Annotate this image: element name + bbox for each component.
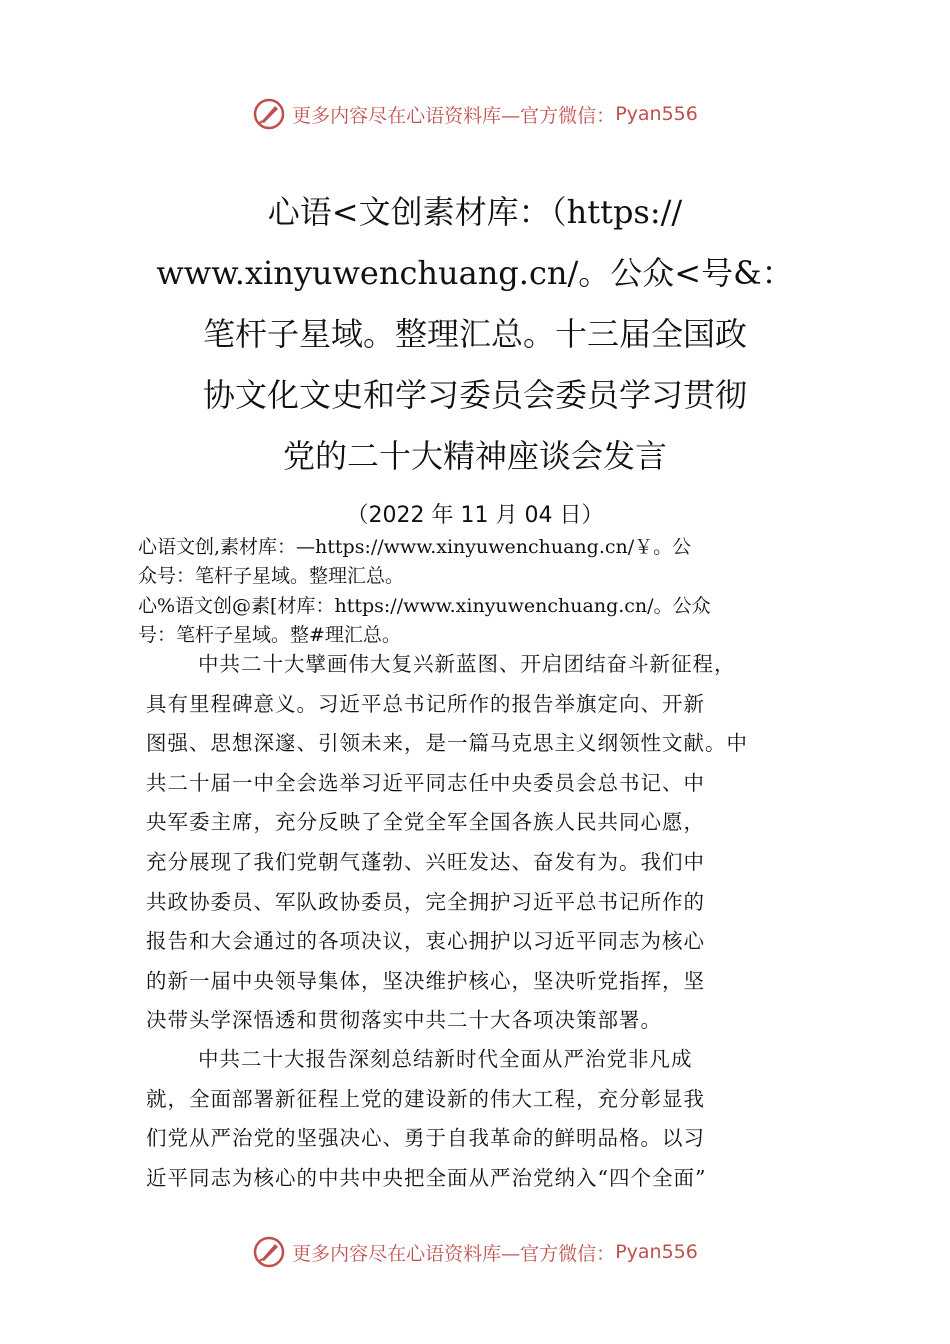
paragraph-line: 中共二十大报告深刻总结新时代全面从严治党非凡成 — [198, 1047, 693, 1071]
paragraph-line: 就，全面部署新征程上党的建设新的伟大工程，充分彰显我 — [146, 1086, 705, 1111]
paragraph-2 — [146, 1040, 826, 1198]
watermark-line: 号：笔杆子星域。整#理汇总。 — [138, 624, 401, 646]
banner-wechat-label: 官方微信： — [520, 1242, 616, 1265]
paragraph-line: 共政协委员、军队政协委员，完全拥护习近平总书记所作的 — [146, 889, 705, 914]
footer-banner — [0, 1232, 950, 1272]
paragraph-line: 报告和大会通过的各项决议，衷心拥护以习近平同志为核心 — [146, 929, 705, 954]
banner-wechat-id: Pyan556 — [615, 1241, 698, 1263]
watermark-text-2 — [138, 592, 838, 650]
paragraph-line: 共二十届一中全会选举习近平同志任中央委员会总书记、中 — [146, 770, 705, 795]
paragraph-line: 的新一届中央领导集体，坚决维护核心，坚决听党指挥，坚 — [146, 968, 705, 993]
watermark-line: 众号：笔杆子星域。整理汇总。 — [138, 565, 405, 587]
watermark-text-1 — [138, 533, 838, 591]
banner-slogan: 更多内容尽在心语资料库— — [292, 1242, 521, 1265]
watermark-line: 心%语文创@素[材库：https://www.xinyuwenchuang.cn/。公众 — [138, 595, 711, 617]
title-line: 笔杆子星域。整理汇总。十三届全国政 — [202, 315, 747, 353]
paragraph-line: 图强、思想深邃、引领未来，是一篇马克思主义纲领性文献。中 — [146, 731, 748, 756]
title-line: www.xinyuwenchuang.cn/。公众<号&： — [156, 254, 794, 292]
quill-logo-icon — [252, 97, 286, 131]
banner-slogan: 更多内容尽在心语资料库— — [292, 104, 521, 127]
paragraph-line: 决带头学深悟透和贯彻落实中共二十大各项决策部署。 — [146, 1008, 662, 1033]
watermark-line: 心语文创,素材库：—https://www.xinyuwenchuang.cn/￥。公 — [138, 536, 692, 558]
paragraph-line: 近平同志为核心的中共中央把全面从严治党纳入“四个全面” — [146, 1165, 707, 1190]
banner-wechat-id: Pyan556 — [615, 103, 698, 125]
paragraph-line: 具有里程碑意义。习近平总书记所作的报告举旗定向、开新 — [146, 691, 705, 716]
paragraph-line: 们党从严治党的坚强决心、勇于自我革命的鲜明品格。以习 — [146, 1126, 705, 1151]
document-date: （2022 年 11 月 04 日） — [346, 503, 604, 528]
title-line: 党的二十大精神座谈会发言 — [282, 437, 667, 475]
title-line: 心语<文创素材库：（https:// — [267, 193, 683, 231]
quill-logo-icon — [252, 1235, 286, 1269]
paragraph-line: 中共二十大擘画伟大复兴新蓝图、开启团结奋斗新征程， — [198, 652, 736, 676]
paragraph-1 — [146, 645, 826, 1041]
header-banner — [0, 94, 950, 134]
document-title — [150, 182, 800, 487]
banner-wechat-label: 官方微信： — [520, 104, 616, 127]
paragraph-line: 充分展现了我们党朝气蓬勃、兴旺发达、奋发有为。我们中 — [146, 849, 705, 874]
title-line: 协文化文史和学习委员会委员学习贯彻 — [202, 376, 747, 414]
paragraph-line: 央军委主席，充分反映了全党全军全国各族人民共同心愿， — [146, 810, 705, 835]
